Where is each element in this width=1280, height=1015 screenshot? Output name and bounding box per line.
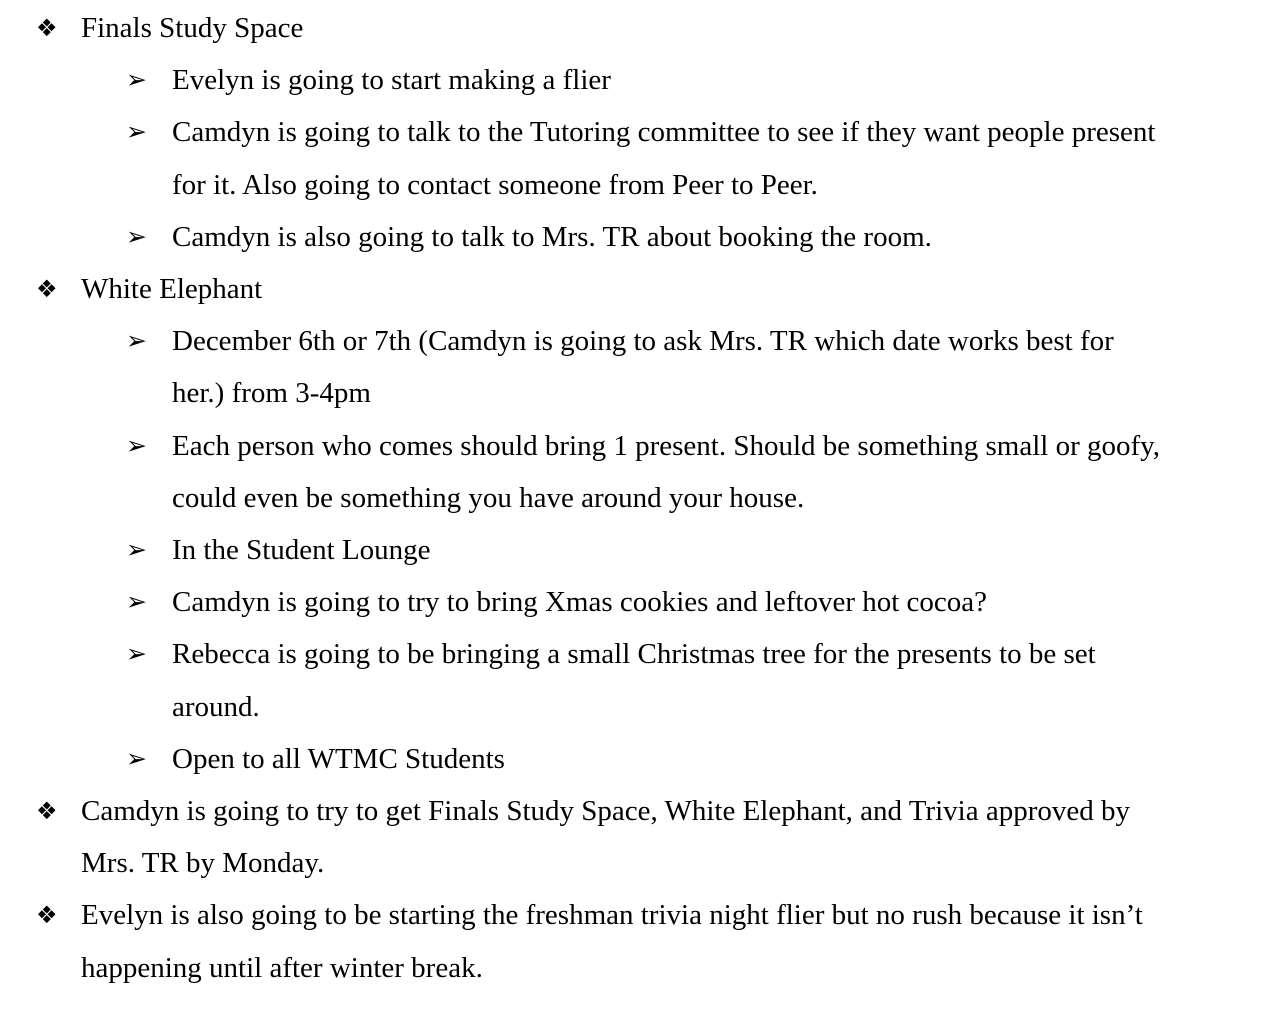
arrowhead-bullet-icon: ➢	[126, 743, 147, 773]
list-item	[0, 263, 1161, 315]
diamond-bullet-icon: ❖	[36, 797, 58, 826]
arrowhead-bullet-icon: ➢	[126, 535, 147, 565]
sub-list-item	[0, 733, 1172, 785]
diamond-bullet-icon: ❖	[36, 275, 58, 304]
list-item	[0, 785, 1161, 889]
sub-list-item	[0, 211, 1172, 263]
list-item	[0, 2, 1161, 54]
sub-list-item-text: Each person who comes should bring 1 present. Should be something small or goofy, could even be something you have around your house.	[172, 429, 1160, 514]
sub-list-item	[0, 628, 1172, 732]
list-item-text: White Elephant	[81, 273, 263, 306]
sub-list-item-text: Camdyn is going to try to bring Xmas cookies and leftover hot cocoa?	[172, 586, 988, 619]
sub-list-item-text: December 6th or 7th (Camdyn is going to ask Mrs. TR which date works best for her.) from 3-4pm	[172, 325, 1114, 410]
sub-list-item-text: Evelyn is going to start making a flier	[172, 64, 611, 97]
arrowhead-bullet-icon: ➢	[126, 117, 147, 147]
list-item-text: Camdyn is going to try to get Finals Study Space, White Elephant, and Trivia approved by Mrs. TR by Monday.	[81, 795, 1130, 880]
sub-list-item-text: Camdyn is going to talk to the Tutoring committee to see if they want people present for it. Also going to contact someone from Peer to Peer.	[172, 116, 1156, 201]
list-item	[0, 889, 1161, 993]
sub-list-item-text: Camdyn is also going to talk to Mrs. TR about booking the room.	[172, 220, 932, 253]
meeting-notes-list	[0, 2, 1172, 994]
sub-list-item	[0, 315, 1172, 419]
sub-list-item-text: In the Student Lounge	[172, 534, 431, 567]
sub-list-item	[0, 54, 1172, 106]
sub-list-item-text: Open to all WTMC Students	[172, 742, 505, 775]
arrowhead-bullet-icon: ➢	[126, 639, 147, 669]
sub-list-item	[0, 576, 1172, 628]
sub-list-item	[0, 106, 1172, 210]
arrowhead-bullet-icon: ➢	[126, 221, 147, 251]
sub-list-item	[0, 524, 1172, 576]
list-item-text: Finals Study Space	[81, 12, 304, 44]
arrowhead-bullet-icon: ➢	[126, 430, 147, 460]
arrowhead-bullet-icon: ➢	[126, 326, 147, 356]
sub-list-item-text: Rebecca is going to be bringing a small Christmas tree for the presents to be set around.	[172, 638, 1096, 723]
diamond-bullet-icon: ❖	[36, 901, 58, 930]
arrowhead-bullet-icon: ➢	[126, 65, 147, 95]
sub-list-item	[0, 420, 1172, 524]
list-item-text: Evelyn is also going to be starting the freshman trivia night flier but no rush because it isn’t happening until after winter break.	[81, 899, 1143, 984]
diamond-bullet-icon: ❖	[36, 14, 58, 42]
arrowhead-bullet-icon: ➢	[126, 587, 147, 617]
